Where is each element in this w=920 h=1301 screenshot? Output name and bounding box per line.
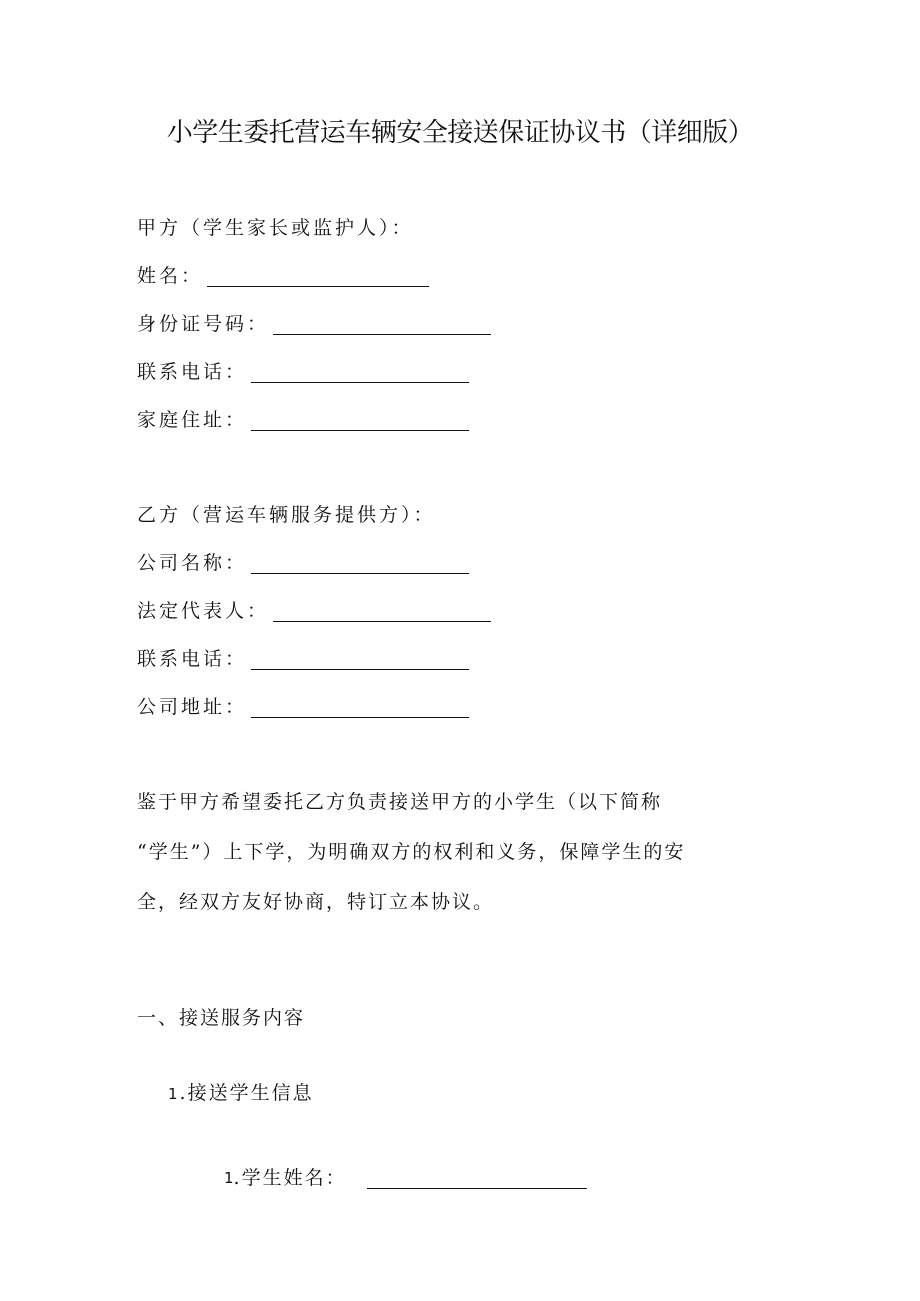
party-a-id-label: 身份证号码： [137, 313, 270, 335]
party-b-address-row [137, 692, 469, 722]
preamble-paragraph [137, 777, 787, 927]
party-b-phone-label: 联系电话： [137, 648, 248, 670]
party-b-address-blank[interactable] [251, 697, 469, 718]
party-a-address-label: 家庭住址： [137, 409, 248, 431]
document-title: 小学生委托营运车辆安全接送保证协议书（详细版） [166, 118, 754, 148]
subsection-heading [168, 1078, 314, 1109]
subsection-text: .接送学生信息 [179, 1082, 314, 1104]
party-b-representative-blank[interactable] [273, 601, 491, 622]
party-b-representative-label: 法定代表人： [137, 600, 270, 622]
party-b-company-blank[interactable] [251, 553, 469, 574]
party-a-phone-row [137, 357, 469, 387]
party-a-address-blank[interactable] [251, 410, 469, 431]
party-b-address-label: 公司地址： [137, 696, 248, 718]
section-heading: 一、接送服务内容 [137, 1007, 306, 1029]
item-number: 1 [224, 1169, 234, 1187]
party-b-company-row [137, 548, 469, 578]
party-a-name-row [137, 261, 429, 291]
preamble-line: “学生”）上下学，为明确双方的权利和义务，保障学生的安 [137, 841, 686, 863]
party-a-heading: 甲方（学生家长或监护人）： [137, 217, 414, 239]
party-b-phone-blank[interactable] [251, 649, 469, 670]
student-name-row [224, 1163, 587, 1193]
party-a-id-row [137, 309, 491, 339]
party-a-name-blank[interactable] [207, 266, 429, 287]
party-a-address-row [137, 405, 469, 435]
student-name-blank[interactable] [367, 1168, 587, 1189]
party-a-id-blank[interactable] [273, 314, 491, 335]
student-name-label: .学生姓名： [233, 1167, 347, 1189]
party-a-name-label: 姓名： [137, 265, 204, 287]
party-b-representative-row [137, 596, 491, 626]
party-a-phone-blank[interactable] [251, 362, 469, 383]
preamble-line: 鉴于甲方希望委托乙方负责接送甲方的小学生（以下简称 [137, 791, 663, 813]
party-b-phone-row [137, 644, 469, 674]
party-a-phone-label: 联系电话： [137, 361, 248, 383]
party-b-heading: 乙方（营运车辆服务提供方）： [137, 504, 436, 526]
subsection-number: 1 [168, 1085, 180, 1103]
party-b-company-label: 公司名称： [137, 552, 248, 574]
preamble-line: 全，经双方友好协商，特订立本协议。 [137, 891, 495, 913]
